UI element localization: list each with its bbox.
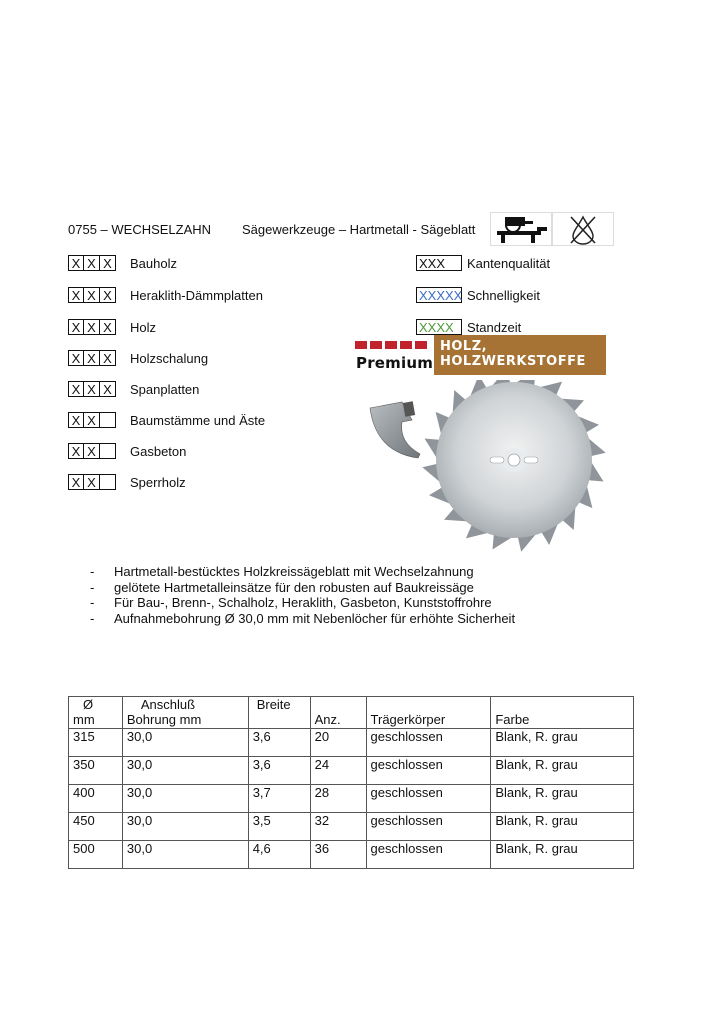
table-row (69, 757, 634, 785)
table-row (69, 729, 634, 757)
table-cell: 36 (310, 841, 366, 869)
quality-value: XXX (416, 255, 462, 271)
table-cell: 30,0 (122, 757, 248, 785)
table-cell: Blank, R. grau (491, 785, 634, 813)
material-mark: X (68, 412, 84, 428)
table-cell: 30,0 (122, 813, 248, 841)
col-bore-bottom: Bohrung mm (126, 712, 202, 727)
material-row (68, 349, 208, 367)
material-mark: X (100, 255, 116, 271)
col-body: Trägerkörper (366, 697, 491, 729)
table-cell: 24 (310, 757, 366, 785)
table-cell: 3,6 (248, 729, 310, 757)
col-count: Anz. (310, 697, 366, 729)
material-label: Spanplatten (130, 381, 200, 397)
quality-value: XXXXX (416, 287, 462, 303)
material-row (68, 442, 186, 460)
feature-item (90, 611, 515, 627)
quality-label: Schnelligkeit (467, 287, 540, 303)
table-cell: geschlossen (366, 813, 491, 841)
table-row (69, 841, 634, 869)
table-cell: geschlossen (366, 729, 491, 757)
material-mark: X (84, 443, 100, 459)
feature-item (90, 595, 515, 611)
material-label: Heraklith-Dämmplatten (130, 287, 263, 303)
material-row (68, 473, 186, 491)
col-width: Breite (248, 697, 310, 729)
feature-text: gelötete Hartmetalleinsätze für den robusten auf Baukreissäge (114, 579, 474, 595)
table-cell: 28 (310, 785, 366, 813)
material-mark: X (84, 319, 100, 335)
saw-blade-image (360, 380, 610, 560)
col-diameter-unit: mm (73, 712, 95, 727)
category-badge (434, 335, 606, 375)
table-cell: 500 (69, 841, 123, 869)
col-color: Farbe (491, 697, 634, 729)
material-mark: X (84, 474, 100, 490)
table-cell: 3,7 (248, 785, 310, 813)
table-cell: 3,5 (248, 813, 310, 841)
bullet-dash: - (90, 564, 95, 579)
bullet-dash: - (90, 579, 95, 595)
product-category: Sägewerkzeuge – Hartmetall - Sägeblatt (242, 222, 476, 237)
material-mark: X (68, 474, 84, 490)
table-cell: 315 (69, 729, 123, 757)
material-mark: X (68, 287, 84, 303)
material-mark: X (100, 319, 116, 335)
material-label: Bauholz (130, 255, 177, 271)
material-row (68, 254, 177, 272)
material-mark: X (84, 287, 100, 303)
material-row (68, 411, 265, 429)
product-code: 0755 – WECHSELZAHN (68, 222, 212, 237)
material-row (68, 318, 156, 336)
premium-banner (338, 335, 606, 375)
table-cell: 32 (310, 813, 366, 841)
material-mark: X (68, 443, 84, 459)
spec-table (68, 696, 634, 869)
material-mark (100, 443, 116, 459)
table-cell: Blank, R. grau (491, 729, 634, 757)
table-cell: 30,0 (122, 841, 248, 869)
premium-logo (338, 335, 434, 375)
no-water-icon (552, 212, 614, 246)
material-label: Baumstämme und Äste (130, 412, 266, 428)
material-mark: X (68, 381, 84, 397)
feature-item (90, 564, 515, 580)
table-cell: 350 (69, 757, 123, 785)
table-cell: 30,0 (122, 729, 248, 757)
table-cell: Blank, R. grau (491, 757, 634, 785)
material-mark: X (100, 381, 116, 397)
category-line1: HOLZ, (440, 339, 488, 354)
quality-value: XXXX (416, 319, 462, 335)
material-mark: X (68, 319, 84, 335)
material-row (68, 380, 199, 398)
material-label: Gasbeton (130, 443, 187, 459)
table-cell: 400 (69, 785, 123, 813)
material-row (68, 286, 263, 304)
feature-text: Für Bau-, Brenn-, Schalholz, Heraklith, Gasbeton, Kunststoffrohre (114, 595, 492, 610)
material-mark: X (100, 287, 116, 303)
material-mark: X (68, 350, 84, 366)
material-mark: X (100, 350, 116, 366)
material-mark: X (84, 381, 100, 397)
table-cell: 20 (310, 729, 366, 757)
material-label: Holz (130, 319, 157, 335)
premium-label: Premium (356, 354, 434, 372)
col-bore (122, 697, 248, 729)
quality-label: Standzeit (467, 319, 522, 335)
col-diameter-symbol: Ø (83, 697, 94, 712)
table-row (69, 785, 634, 813)
table-cell: geschlossen (366, 757, 491, 785)
quality-row (416, 286, 540, 304)
table-saw-icon (490, 212, 552, 246)
quality-label: Kantenqualität (467, 255, 551, 271)
quality-row (416, 254, 550, 272)
material-mark: X (84, 412, 100, 428)
material-mark (100, 474, 116, 490)
material-mark: X (84, 255, 100, 271)
material-label: Holzschalung (130, 350, 209, 366)
feature-text: Aufnahmebohrung Ø 30,0 mm mit Nebenlöcher für erhöhte Sicherheit (114, 610, 516, 626)
table-cell: Blank, R. grau (491, 813, 634, 841)
bullet-dash: - (90, 610, 95, 626)
quality-row (416, 318, 521, 336)
table-cell: 450 (69, 813, 123, 841)
table-row (69, 813, 634, 841)
table-cell: 4,6 (248, 841, 310, 869)
table-cell: 3,6 (248, 757, 310, 785)
category-line2: HOLZWERKSTOFFE (440, 354, 586, 369)
table-cell: geschlossen (366, 785, 491, 813)
col-bore-top: Anschluß (140, 697, 196, 712)
table-cell: 30,0 (122, 785, 248, 813)
material-label: Sperrholz (130, 474, 186, 490)
feature-item (90, 580, 515, 596)
col-diameter (69, 697, 123, 729)
feature-list (90, 564, 515, 626)
material-mark (100, 412, 116, 428)
bullet-dash: - (90, 595, 95, 610)
table-cell: geschlossen (366, 841, 491, 869)
feature-text: Hartmetall-bestücktes Holzkreissägeblatt mit Wechselzahnung (114, 564, 474, 579)
material-mark: X (84, 350, 100, 366)
material-mark: X (68, 255, 84, 271)
table-cell: Blank, R. grau (491, 841, 634, 869)
